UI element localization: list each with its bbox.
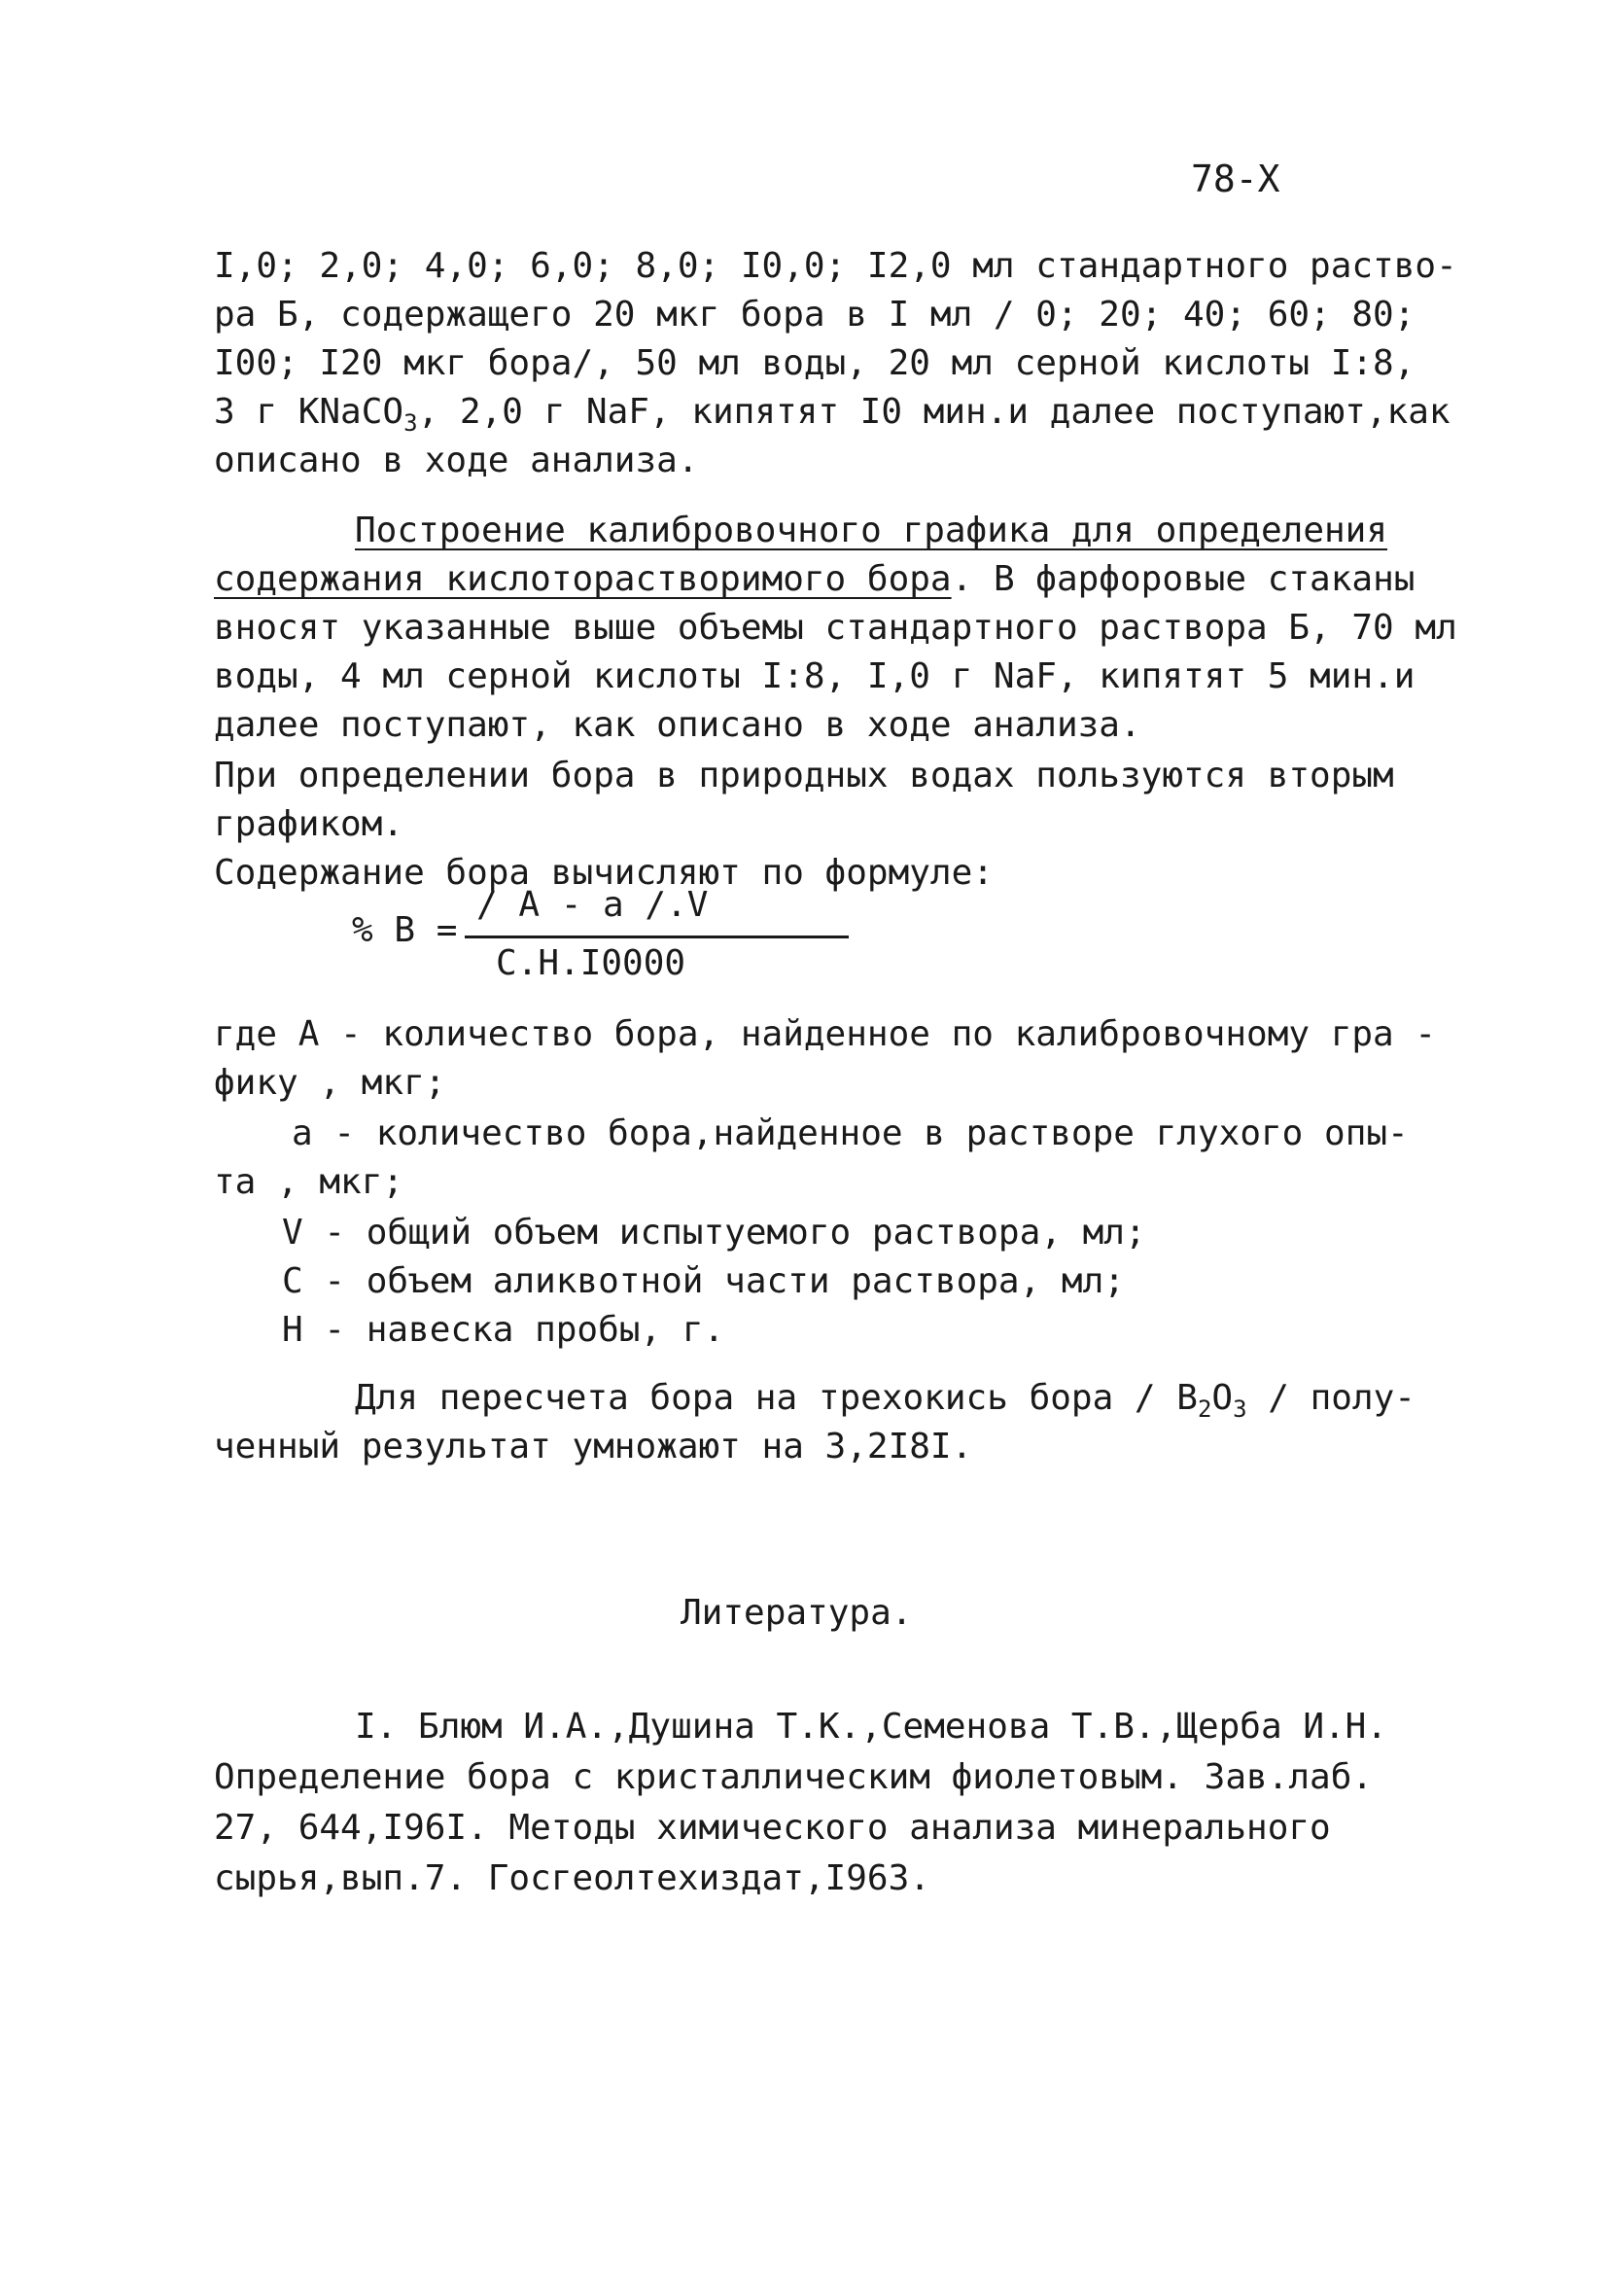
subscript: 3 [1233, 1395, 1247, 1423]
text-line [355, 1375, 1416, 1422]
fraction-bar [465, 936, 849, 938]
text-fragment: Для пересчета бора на трехокись бора / B [355, 1378, 1198, 1418]
text-line [214, 389, 1451, 436]
formula-intro: Содержание бора вычисляют по формуле: [214, 853, 994, 893]
text-line: та , мкг; [214, 1162, 404, 1202]
literature-title: Литература. [681, 1593, 913, 1633]
text-line: I,0; 2,0; 4,0; 6,0; 8,0; I0,0; I2,0 мл стандартного раство- [214, 246, 1457, 286]
text-line: где А - количество бора, найденное по калибровочному гра - [214, 1014, 1437, 1054]
text-line: ченный результат умножают на 3,2I8I. [214, 1427, 973, 1466]
text-line: фику , мкг; [214, 1063, 446, 1103]
page-number: 78-X [1191, 158, 1280, 200]
formula-numerator: / A - a /.V [476, 885, 709, 925]
text-line: C - объем аликвотной части раствора, мл; [282, 1261, 1125, 1301]
text-fragment: . В фарфоровые стаканы [951, 559, 1416, 599]
text-fragment: 3 г KNaCO [214, 392, 404, 432]
text-line: а - количество бора,найденное в растворе глухого опы- [292, 1113, 1409, 1153]
reference-line: сырья,вып.7. Госгеолтехиздат,I963. [214, 1858, 930, 1898]
text-line: ра Б, содержащего 20 мкг бора в I мл / 0; 20; 40; 60; 80; [214, 295, 1416, 335]
text-line: графиком. [214, 804, 404, 844]
section-heading: содержания кислоторастворимого бора [214, 559, 952, 599]
text-fragment: / полу- [1246, 1378, 1416, 1418]
subscript: 2 [1197, 1395, 1212, 1423]
reference-line: 27, 644,I96I. Методы химического анализа минерального [214, 1808, 1331, 1848]
section-heading: Построение калибровочного графика для определения [355, 511, 1388, 550]
text-fragment: O [1211, 1378, 1234, 1418]
text-line: описано в ходе анализа. [214, 441, 699, 480]
text-line: I00; I20 мкг бора/, 50 мл воды, 20 мл серной кислоты I:8, [214, 343, 1416, 383]
text-line: вносят указанные выше объемы стандартного раствора Б, 70 мл [214, 608, 1457, 648]
text-fragment: , 2,0 г NaF, кипятят I0 мин.и далее поступают,как [417, 392, 1451, 432]
text-line: далее поступают, как описано в ходе анализа. [214, 705, 1141, 745]
text-line [214, 556, 1415, 603]
text-line: V - общий объем испытуемого раствора, мл; [282, 1213, 1146, 1253]
text-line: При определении бора в природных водах пользуются вторым [214, 756, 1394, 795]
text-line: H - навеска пробы, г. [282, 1310, 725, 1350]
formula-lhs: % B = [352, 910, 458, 950]
reference-line: I. Блюм И.А.,Душина Т.К.,Семенова Т.В.,Щерба И.Н. [355, 1707, 1388, 1747]
formula-denominator: C.H.I0000 [496, 943, 686, 983]
subscript: 3 [403, 409, 418, 437]
text-line: воды, 4 мл серной кислоты I:8, I,0 г NaF, кипятят 5 мин.и [214, 656, 1416, 696]
reference-line: Определение бора с кристаллическим фиолетовым. Зав.лаб. [214, 1757, 1374, 1797]
